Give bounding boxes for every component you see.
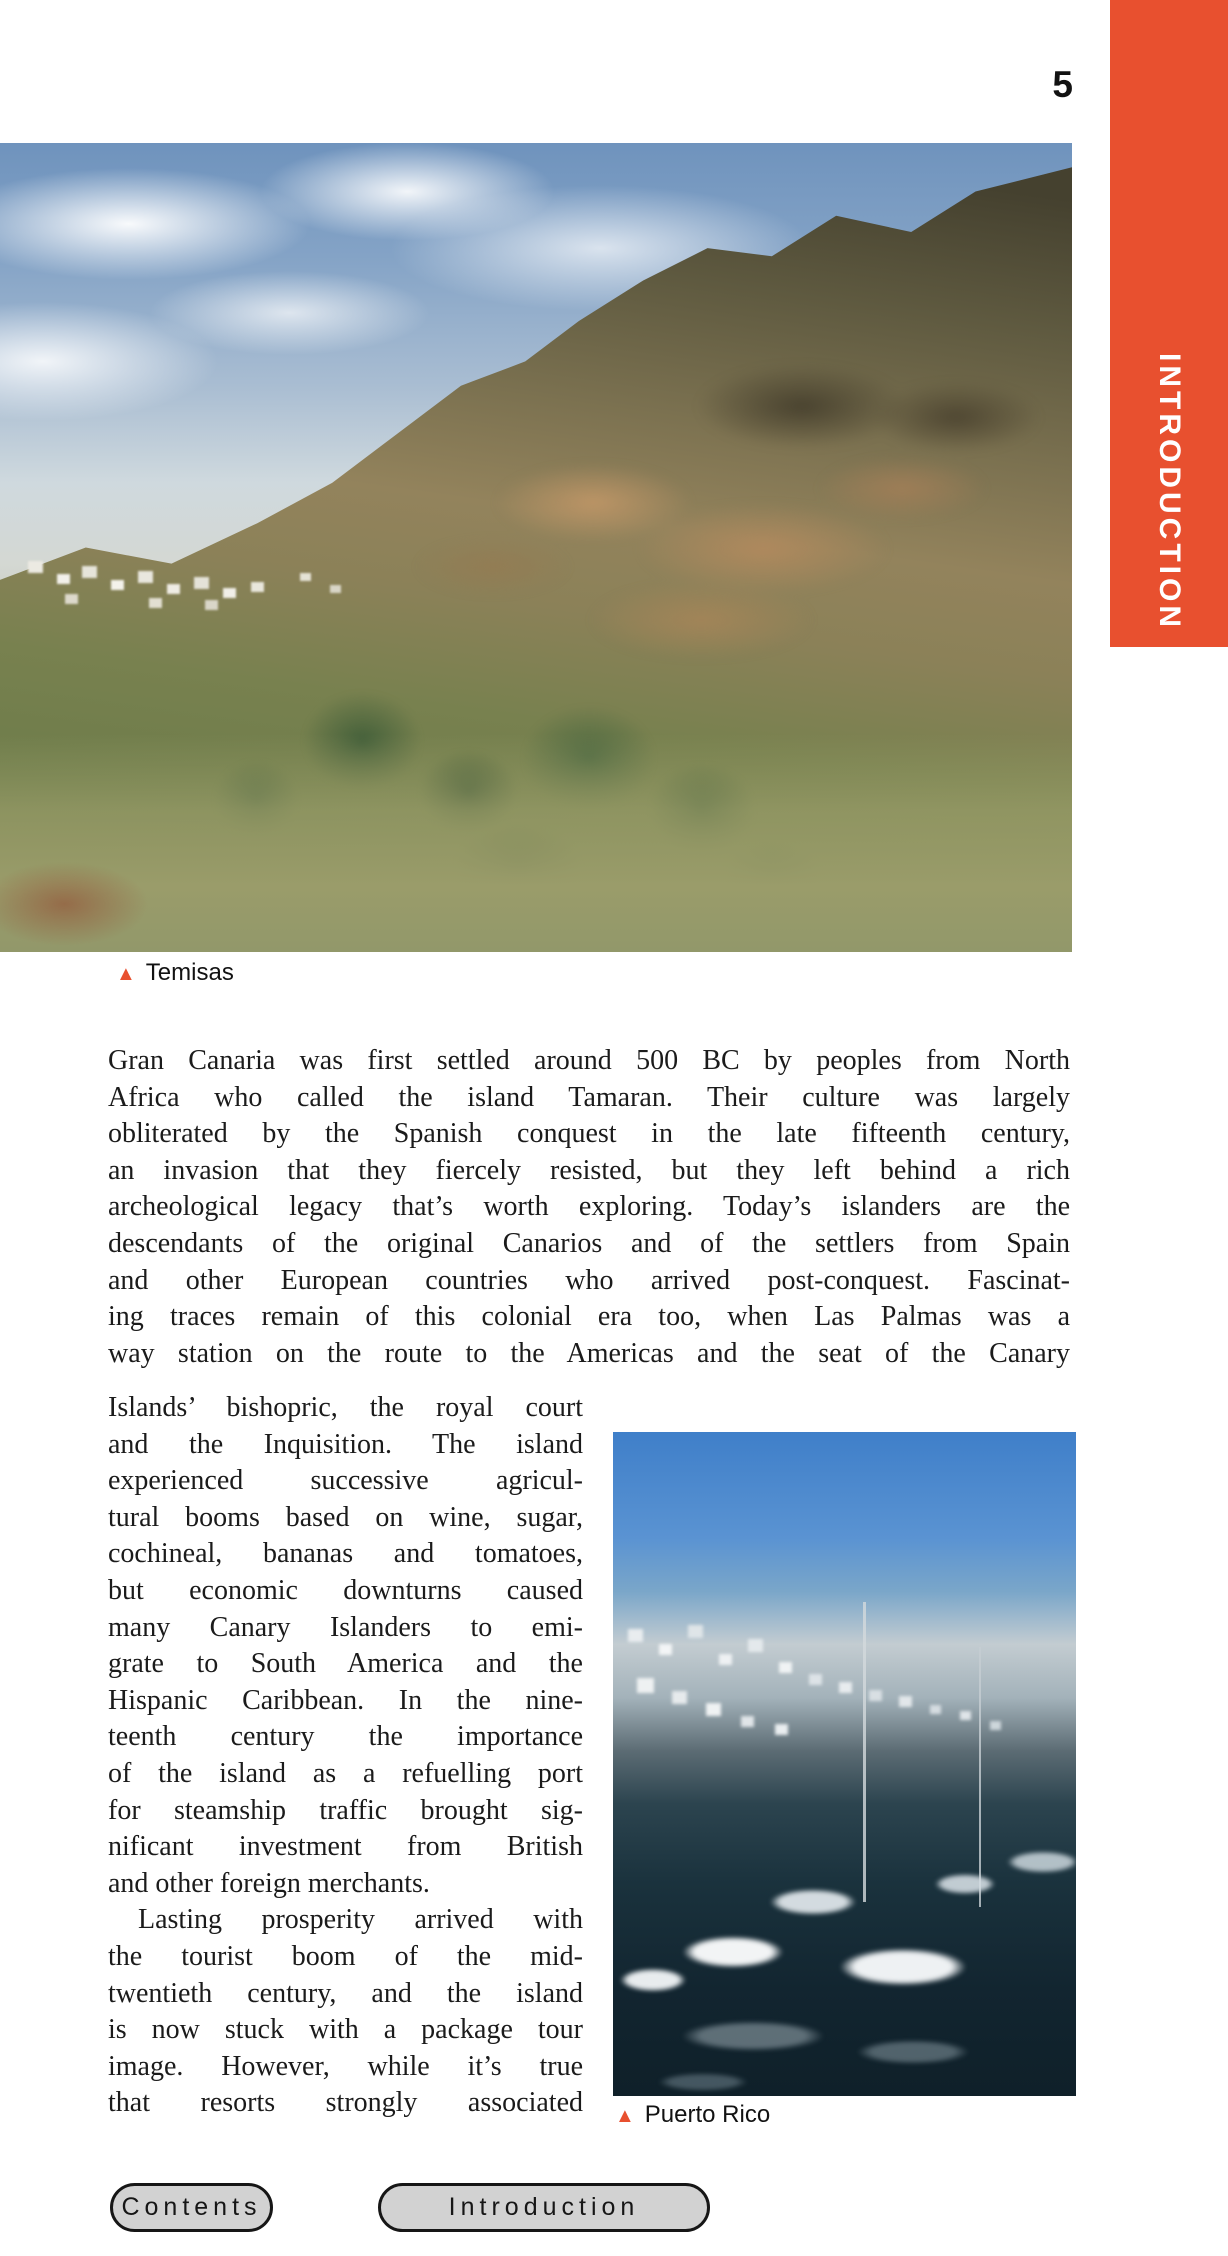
body-text-line: ing traces remain of this colonial era too, when Las Palmas was a — [108, 1301, 1070, 1333]
body-text-line: experienced successive agricul- — [108, 1465, 583, 1497]
section-tab — [1110, 0, 1228, 647]
village-houses-art — [0, 143, 11, 151]
body-text-line: that resorts strongly associated — [108, 2087, 583, 2119]
body-text-line: but economic downturns caused — [108, 1574, 583, 1606]
body-text-narrow-column — [108, 1390, 583, 2122]
marina-boats-art — [613, 1432, 1076, 2096]
body-text-line: Gran Canaria was first settled around 500 BC by peoples from North — [108, 1045, 1070, 1076]
body-text-line: grate to South America and the — [108, 1648, 583, 1680]
contents-button-label: Contents — [121, 2193, 262, 2221]
photo-caption-puerto-rico — [615, 2101, 770, 2129]
body-text-line: for steamship traffic brought sig- — [108, 1794, 583, 1826]
body-text-line: nificant investment from British — [108, 1831, 583, 1863]
body-text-line: twentieth century, and the island — [108, 1977, 583, 2009]
introduction-button[interactable] — [378, 2183, 710, 2232]
puerto-rico-photo — [613, 1432, 1076, 2096]
caption-text: Temisas — [145, 959, 234, 986]
body-text-line: archeological legacy that’s worth exploring. Today’s islanders are the — [108, 1191, 1070, 1223]
triangle-marker-icon: ▲ — [615, 2105, 635, 2127]
body-text-line: many Canary Islanders to emi- — [108, 1611, 583, 1643]
foreground-grass-art — [0, 734, 1072, 952]
triangle-marker-icon: ▲ — [116, 963, 136, 985]
photo-caption-temisas — [116, 959, 234, 987]
caption-text: Puerto Rico — [644, 2101, 771, 2128]
body-text-line: of the island as a refuelling port — [108, 1757, 583, 1789]
body-text-line: descendants of the original Canarios and of the settlers from Spain — [108, 1227, 1070, 1259]
body-text-line: obliterated by the Spanish conquest in the late fifteenth century, — [108, 1118, 1070, 1150]
body-text-line: and the Inquisition. The island — [108, 1428, 583, 1460]
body-text-line: and other foreign merchants. — [108, 1867, 430, 1899]
body-text-line: cochineal, bananas and tomatoes, — [108, 1538, 583, 1570]
temisas-photo — [0, 143, 1072, 952]
contents-button[interactable] — [110, 2183, 273, 2232]
body-text-line: image. However, while it’s true — [108, 2050, 583, 2082]
section-tab-label: INTRODUCTION — [1153, 353, 1186, 631]
body-text-line: Lasting prosperity arrived with — [138, 1904, 583, 1936]
body-text-line: way station on the route to the Americas and the seat of the Canary — [108, 1337, 1070, 1369]
body-text-line: Hispanic Caribbean. In the nine- — [108, 1684, 583, 1716]
body-text-line: an invasion that they fiercely resisted, but they left behind a rich — [108, 1154, 1070, 1186]
page-number: 5 — [1052, 64, 1073, 105]
body-text-line: teenth century the importance — [108, 1721, 583, 1753]
body-text-line: the tourist boom of the mid- — [108, 1940, 583, 1972]
introduction-button-label: Introduction — [448, 2193, 640, 2221]
body-text-line: Africa who called the island Tamaran. Their culture was largely — [108, 1081, 1070, 1113]
body-text-line: and other European countries who arrived post-conquest. Fascinat- — [108, 1264, 1070, 1296]
body-text-line: is now stuck with a package tour — [108, 2014, 583, 2046]
body-text-line: Islands’ bishopric, the royal court — [108, 1392, 583, 1423]
body-text-line: tural booms based on wine, sugar, — [108, 1501, 583, 1533]
body-text-full-column — [108, 1043, 1070, 1372]
